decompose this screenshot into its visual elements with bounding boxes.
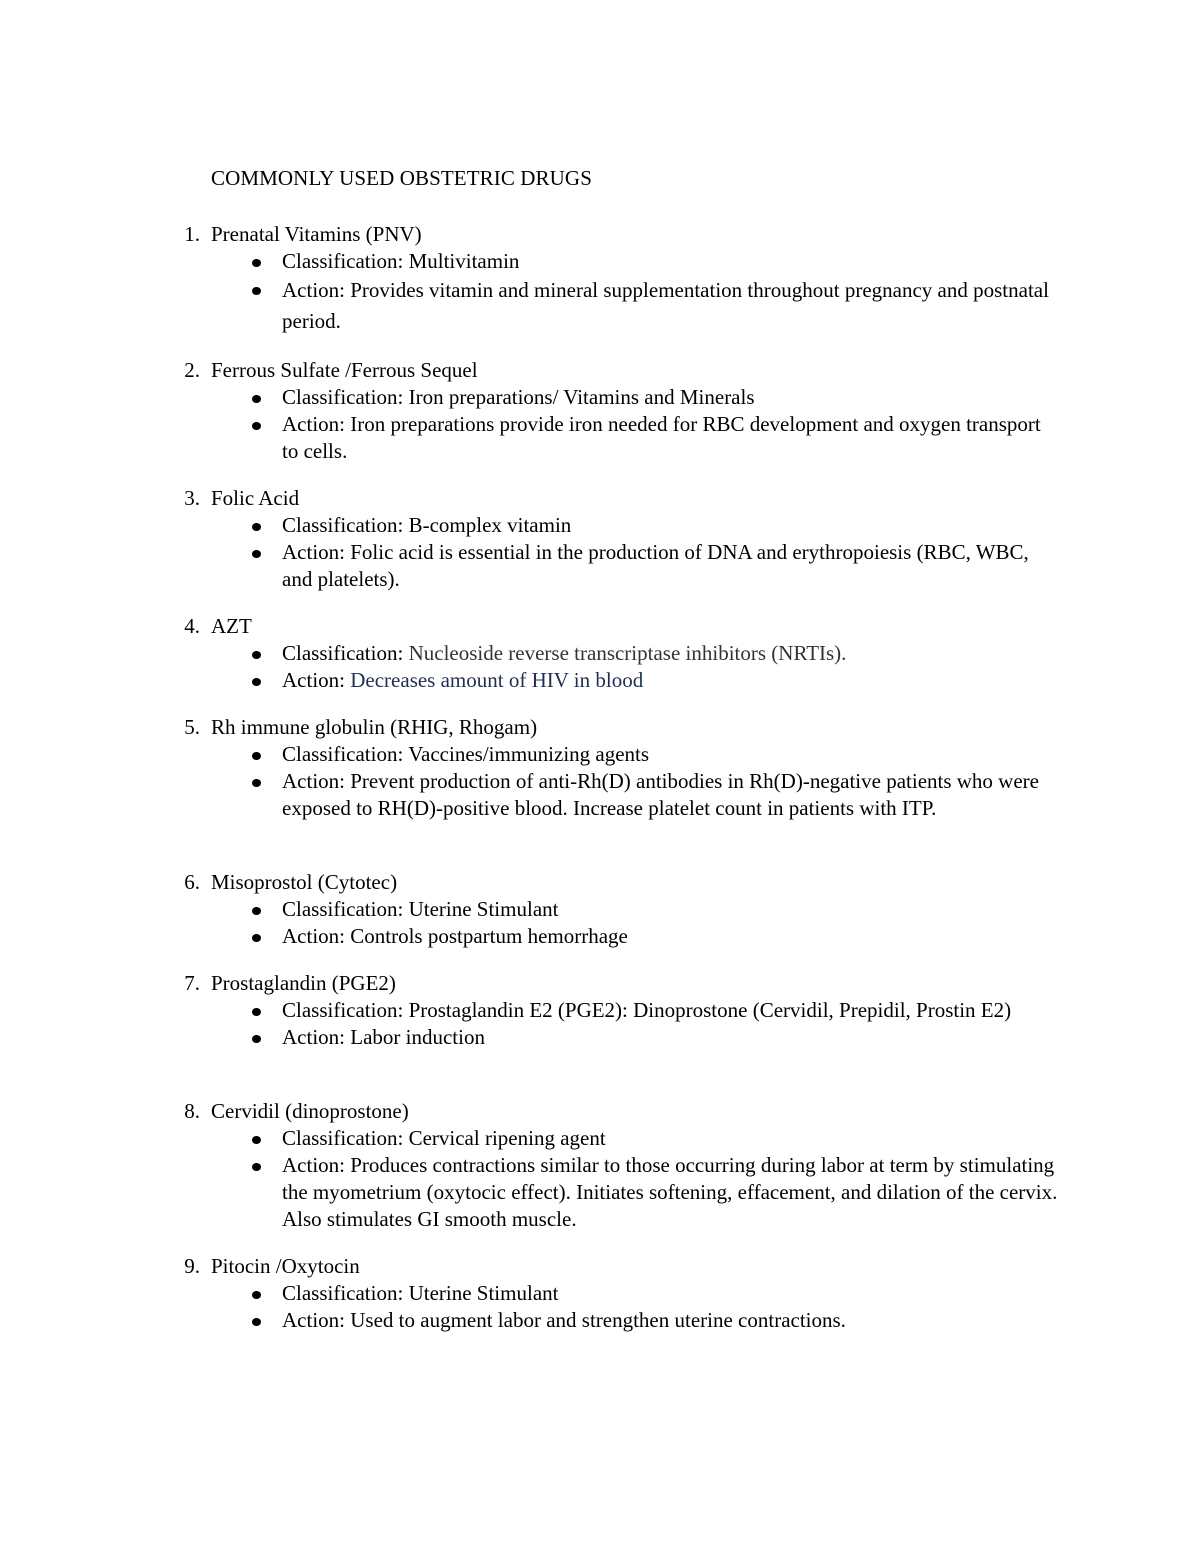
classification-value: Multivitamin [408,249,520,273]
action-value: Used to augment labor and strengthen uterine contractions. [350,1308,846,1332]
drug-name: Folic Acid [211,486,300,510]
drug-heading [170,868,1070,896]
drug-item-misoprostol [170,868,1070,950]
bullet-dot-icon [252,1136,261,1144]
classification-value: Uterine Stimulant [408,1281,559,1305]
classification-label: Classification: [282,249,404,273]
action-value: Produces contractions similar to those occurring during labor at term by stimulating the myometrium (oxytocic effect). Initiates softening, effacement, and dilation of the cervix. Also stimulates GI smooth muscle. [282,1153,1058,1231]
drug-item-ferrous-sulfate [170,356,1070,465]
bullet-dot-icon [252,395,261,403]
bullet-dot-icon [252,1008,261,1016]
action-bullet [170,411,1062,465]
bullet-dot-icon [252,287,261,295]
drug-heading [170,1097,1070,1125]
bullet-dot-icon [252,1318,261,1326]
action-value: Decreases amount of HIV in blood [350,668,644,692]
classification-value: Nucleoside reverse transcriptase inhibitors (NRTIs). [408,641,847,665]
action-label: Action: [282,1308,345,1332]
drug-item-folic-acid [170,484,1070,593]
drug-heading [170,969,1070,997]
action-value: Labor induction [350,1025,485,1049]
drug-heading [170,220,1070,248]
classification-label: Classification: [282,742,404,766]
action-bullet [170,1024,1062,1051]
drug-name: Cervidil (dinoprostone) [211,1099,409,1123]
drug-number: 9. [184,1254,200,1278]
action-value: Iron preparations provide iron needed for RBC development and oxygen transport to cells. [282,412,1041,463]
action-label: Action: [282,278,345,302]
classification-bullet [170,896,1062,923]
drug-number: 1. [184,222,200,246]
drug-heading [170,713,1070,741]
classification-value: Cervical ripening agent [408,1126,606,1150]
drug-name: Prostaglandin (PGE2) [211,971,396,995]
drug-name: Ferrous Sulfate /Ferrous Sequel [211,358,478,382]
bullet-dot-icon [252,1291,261,1299]
action-value: Controls postpartum hemorrhage [350,924,628,948]
classification-bullet [170,1280,1062,1307]
classification-value: Prostaglandin E2 (PGE2): Dinoprostone (Cervidil, Prepidil, Prostin E2) [408,998,1012,1022]
bullet-dot-icon [252,523,261,531]
bullet-dot-icon [252,422,261,430]
drug-heading [170,356,1070,384]
drug-name: Pitocin /Oxytocin [211,1254,360,1278]
drug-heading [170,612,1070,640]
action-label: Action: [282,668,345,692]
drug-name: Rh immune globulin (RHIG, Rhogam) [211,715,538,739]
drug-number: 5. [184,715,200,739]
classification-value: B-complex vitamin [408,513,572,537]
drug-name: Prenatal Vitamins (PNV) [211,222,422,246]
bullet-dot-icon [252,934,261,942]
classification-bullet [170,997,1062,1024]
classification-label: Classification: [282,1281,404,1305]
drug-item-prostaglandin [170,969,1070,1051]
bullet-dot-icon [252,752,261,760]
classification-label: Classification: [282,1126,404,1150]
action-value: Provides vitamin and mineral supplementation throughout pregnancy and postnatal period. [282,278,1049,333]
action-bullet [170,539,1062,593]
classification-label: Classification: [282,513,404,537]
bullet-dot-icon [252,550,261,558]
drug-number: 3. [184,486,200,510]
bullet-dot-icon [252,1035,261,1043]
action-label: Action: [282,1153,345,1177]
action-bullet [170,667,1062,694]
drug-item-prenatal-vitamins [170,220,1070,337]
classification-bullet [170,1125,1062,1152]
drug-number: 8. [184,1099,200,1123]
classification-value: Iron preparations/ Vitamins and Minerals [408,385,755,409]
action-label: Action: [282,924,345,948]
drug-number: 4. [184,614,200,638]
drug-number: 7. [184,971,200,995]
action-bullet [170,768,1062,822]
bullet-dot-icon [252,678,261,686]
drug-number: 2. [184,358,200,382]
drug-heading [170,1252,1070,1280]
classification-label: Classification: [282,385,404,409]
action-bullet [170,923,1062,950]
action-label: Action: [282,769,345,793]
action-bullet [170,1152,1062,1233]
classification-bullet [170,384,1062,411]
classification-value: Vaccines/immunizing agents [408,742,650,766]
drug-item-pitocin [170,1252,1070,1334]
drug-name: AZT [211,614,252,638]
classification-label: Classification: [282,897,404,921]
bullet-dot-icon [252,259,261,267]
action-bullet [170,275,1062,337]
drug-number: 6. [184,870,200,894]
action-label: Action: [282,1025,345,1049]
bullet-dot-icon [252,907,261,915]
classification-bullet [170,248,1062,275]
bullet-dot-icon [252,779,261,787]
document-title: COMMONLY USED OBSTETRIC DRUGS [211,166,592,190]
classification-bullet [170,512,1062,539]
drug-heading [170,484,1070,512]
classification-bullet [170,640,1062,667]
drug-name: Misoprostol (Cytotec) [211,870,398,894]
action-label: Action: [282,412,345,436]
drug-item-cervidil [170,1097,1070,1233]
classification-label: Classification: [282,998,404,1022]
drug-item-rh-immune-globulin [170,713,1070,822]
action-value: Folic acid is essential in the production of DNA and erythropoiesis (RBC, WBC, and platelets). [282,540,1029,591]
action-bullet [170,1307,1062,1334]
classification-bullet [170,741,1062,768]
drug-item-azt [170,612,1070,694]
bullet-dot-icon [252,1163,261,1171]
classification-label: Classification: [282,641,404,665]
bullet-dot-icon [252,651,261,659]
action-value: Prevent production of anti-Rh(D) antibodies in Rh(D)-negative patients who were exposed to RH(D)-positive blood. Increase platelet count in patients with ITP. [282,769,1039,820]
classification-value: Uterine Stimulant [408,897,559,921]
action-label: Action: [282,540,345,564]
